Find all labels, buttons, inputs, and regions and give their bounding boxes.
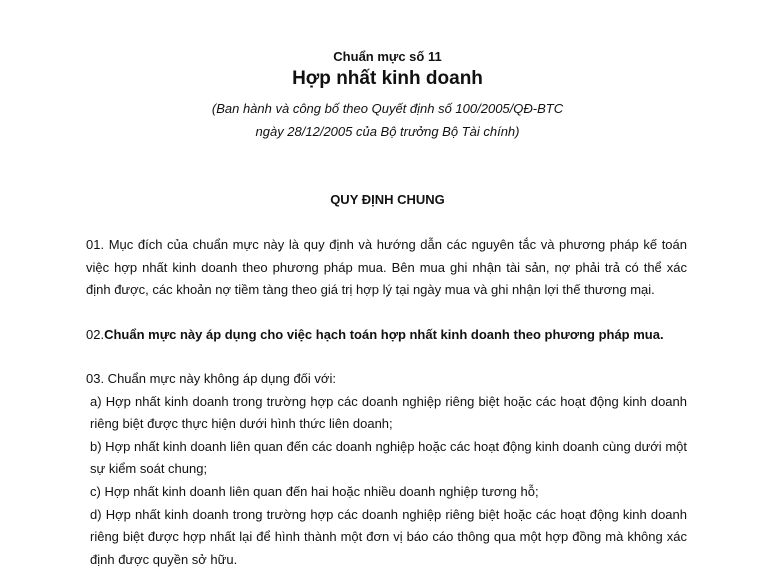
standard-number: Chuẩn mực số 11 (333, 49, 442, 64)
list-item-a: a) Hợp nhất kinh doanh trong trường hợp các doanh nghiệp riêng biệt hoặc các hoạt động kinh doanh riêng biệt được thực hiện dưới hình thức liên doanh; (90, 393, 687, 432)
paragraph-02-text: Chuẩn mực này áp dụng cho việc hạch toán hợp nhất kinh doanh theo phương pháp mua. (104, 327, 664, 342)
paragraph-02 (86, 324, 687, 347)
list-item-c: c) Hợp nhất kinh doanh liên quan đến hai hoặc nhiều doanh nghiệp tương hỗ; (90, 483, 539, 499)
paragraph-02-number: 02. (86, 327, 105, 342)
issuance-note-line-2: ngày 28/12/2005 của Bộ trưởng Bộ Tài chính) (255, 124, 520, 139)
issuance-note-line-1: (Ban hành và công bố theo Quyết định số 100/2005/QĐ-BTC (211, 101, 564, 116)
list-item-b: b) Hợp nhất kinh doanh liên quan đến các doanh nghiệp hoặc các hoạt động kinh doanh cùng dưới một sự kiểm soát chung; (90, 438, 687, 477)
document-title: Hợp nhất kinh doanh (292, 68, 483, 89)
paragraph-03-intro: 03. Chuẩn mực này không áp dụng đối với: (86, 371, 336, 386)
paragraph-01: 01. Mục đích của chuẩn mực này là quy định và hướng dẫn các nguyên tắc và phương pháp kế toán việc hợp nhất kinh doanh theo phương pháp mua. Bên mua ghi nhận tài sản, nợ phải trả có thể xác định được, các khoản nợ tiềm tàng theo giá trị hợp lý tại ngày mua và ghi nhận lợi thế thương mại. (86, 237, 687, 298)
list-item-d: d) Hợp nhất kinh doanh trong trường hợp các doanh nghiệp riêng biệt hoặc các hoạt động kinh doanh riêng biệt được hợp nhất lại để hình thành một đơn vị báo cáo thông qua một hợp đồng mà không xác định được quyền sở hữu. (90, 506, 687, 567)
paragraph-03 (86, 368, 687, 571)
section-heading: QUY ĐỊNH CHUNG (330, 192, 445, 207)
